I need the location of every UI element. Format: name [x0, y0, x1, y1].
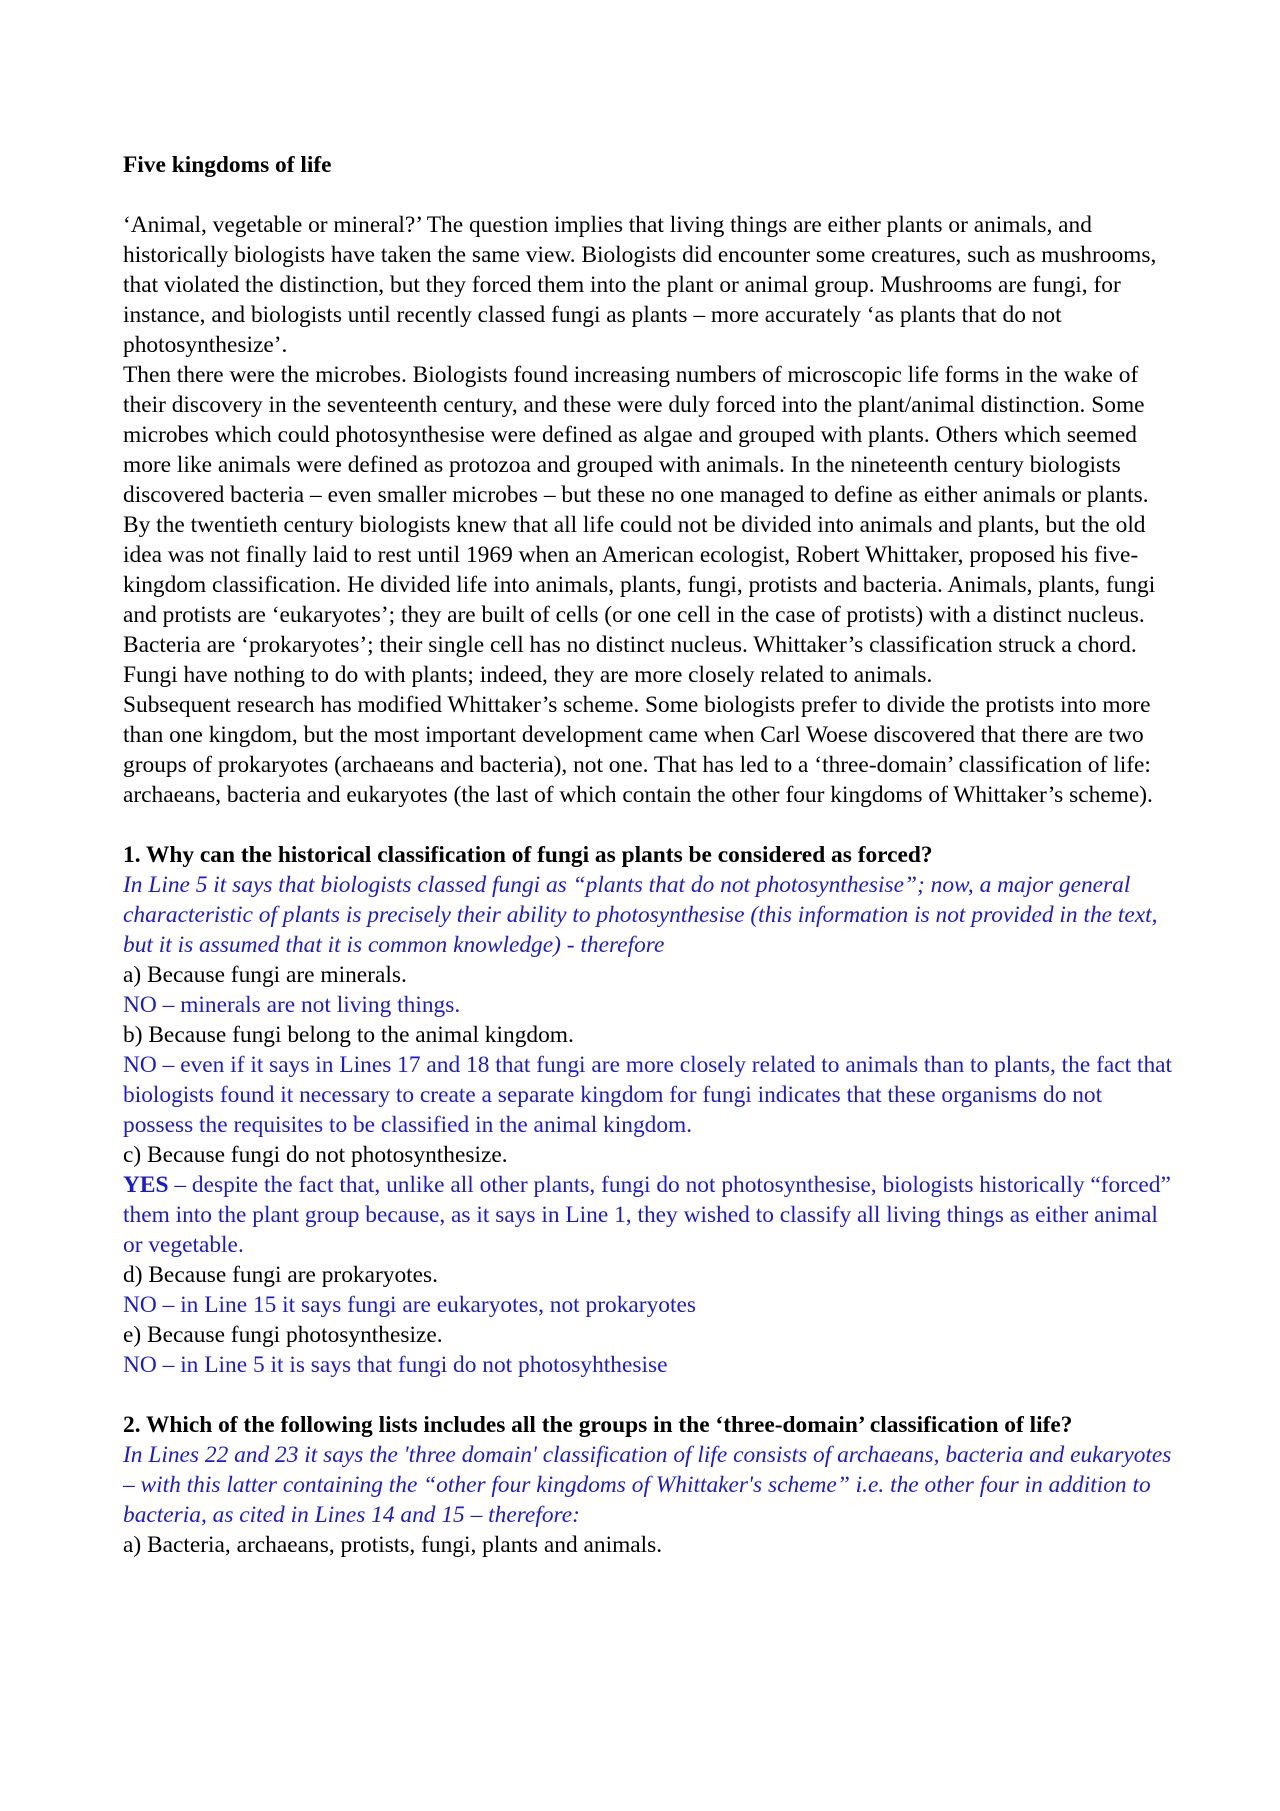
question-1-option-e-feedback	[123, 1350, 1173, 1380]
paragraph-3: By the twentieth century biologists knew that all life could not be divided into animals and plants, but the old idea was not finally laid to rest until 1969 when an American ecologist, Robert Whittaker, proposed his five-kingdom classification. He divided life into animals, plants, fungi, protists and bacteria. Animals, plants, fungi and protists are ‘eukaryotes’; they are built of cells (or one cell in the case of protists) with a distinct nucleus. Bacteria are ‘prokaryotes’; their single cell has no distinct nucleus. Whittaker’s classification struck a chord. Fungi have nothing to do with plants; indeed, they are more closely related to animals.	[123, 512, 1156, 688]
paragraph-1: ‘Animal, vegetable or mineral?’ The question implies that living things are either plants or animals, and historically biologists have taken the same view. Biologists did encounter some creatures, such as mushrooms, that violated the distinction, but they forced them into the plant or animal group. Mushrooms are fungi, for instance, and biologists until recently classed fungi as plants – more accurately ‘as plants that do not photosynthesize’.	[123, 212, 1157, 358]
feedback-text: – in Line 15 it says fungi are eukaryotes, not prokaryotes	[156, 1292, 696, 1318]
verdict-label: NO	[123, 992, 157, 1018]
document-title: Five kingdoms of life	[123, 152, 332, 178]
question-1-analysis: In Line 5 it says that biologists classed fungi as “plants that do not photosynthesise”; now, a major general characteristic of plants is precisely their ability to photosynthesise (this information is not provided in the text, but it is assumed that it is common knowledge) - therefore	[123, 872, 1158, 958]
question-2-option-a: a) Bacteria, archaeans, protists, fungi, plants and animals.	[123, 1532, 663, 1558]
verdict-label: NO	[123, 1352, 157, 1378]
paragraph-4: Subsequent research has modified Whittaker’s scheme. Some biologists prefer to divide the protists into more than one kingdom, but the most important development came when Carl Woese discovered that there are two groups of prokaryotes (archaeans and bacteria), not one. That has led to a ‘three-domain’ classification of life: archaeans, bacteria and eukaryotes (the last of which contain the other four kingdoms of Whittaker’s scheme).	[123, 692, 1153, 808]
paragraph-2: Then there were the microbes. Biologists found increasing numbers of microscopic life forms in the wake of their discovery in the seventeenth century, and these were duly forced into the plant/animal distinction. Some microbes which could photosynthesise were defined as algae and grouped with plants. Others which seemed more like animals were defined as protozoa and grouped with animals. In the nineteenth century biologists discovered bacteria – even smaller microbes – but these no one managed to define as either animals or plants.	[123, 362, 1149, 508]
feedback-text: – even if it says in Lines 17 and 18 that fungi are more closely related to animals than to plants, the fact that biologists found it necessary to create a separate kingdom for fungi indicates that these organisms do not possess the requisites to be classified in the animal kingdom.	[123, 1052, 1173, 1138]
question-1-option-a: a) Because fungi are minerals.	[123, 962, 407, 988]
question-2: 2. Which of the following lists includes all the groups in the ‘three-domain’ classification of life?	[123, 1412, 1073, 1438]
question-1-option-b: b) Because fungi belong to the animal kingdom.	[123, 1022, 574, 1048]
document-page	[123, 150, 1173, 1560]
question-1-option-c: c) Because fungi do not photosynthesize.	[123, 1142, 508, 1168]
verdict-label: NO	[123, 1052, 157, 1078]
feedback-text: – minerals are not living things.	[156, 992, 461, 1018]
question-1-option-c-feedback	[123, 1170, 1173, 1260]
feedback-text: – in Line 5 it is says that fungi do not photosyhthesise	[156, 1352, 668, 1378]
question-1: 1. Why can the historical classification of fungi as plants be considered as forced?	[123, 842, 933, 868]
verdict-label: NO	[123, 1292, 157, 1318]
question-1-option-b-feedback	[123, 1050, 1173, 1140]
question-1-option-a-feedback	[123, 990, 1173, 1020]
feedback-text: – despite the fact that, unlike all other plants, fungi do not photosynthesise, biologists historically “forced” them into the plant group because, as it says in Line 1, they wished to classify all living things as either animal or vegetable.	[123, 1172, 1171, 1258]
question-1-option-e: e) Because fungi photosynthesize.	[123, 1322, 443, 1348]
question-1-option-d-feedback	[123, 1290, 1173, 1320]
question-1-option-d: d) Because fungi are prokaryotes.	[123, 1262, 438, 1288]
question-2-analysis: In Lines 22 and 23 it says the 'three domain' classification of life consists of archaeans, bacteria and eukaryotes – with this latter containing the “other four kingdoms of Whittaker's scheme” i.e. the other four in addition to bacteria, as cited in Lines 14 and 15 – therefore:	[123, 1442, 1172, 1528]
verdict-label-correct: YES	[123, 1172, 169, 1198]
